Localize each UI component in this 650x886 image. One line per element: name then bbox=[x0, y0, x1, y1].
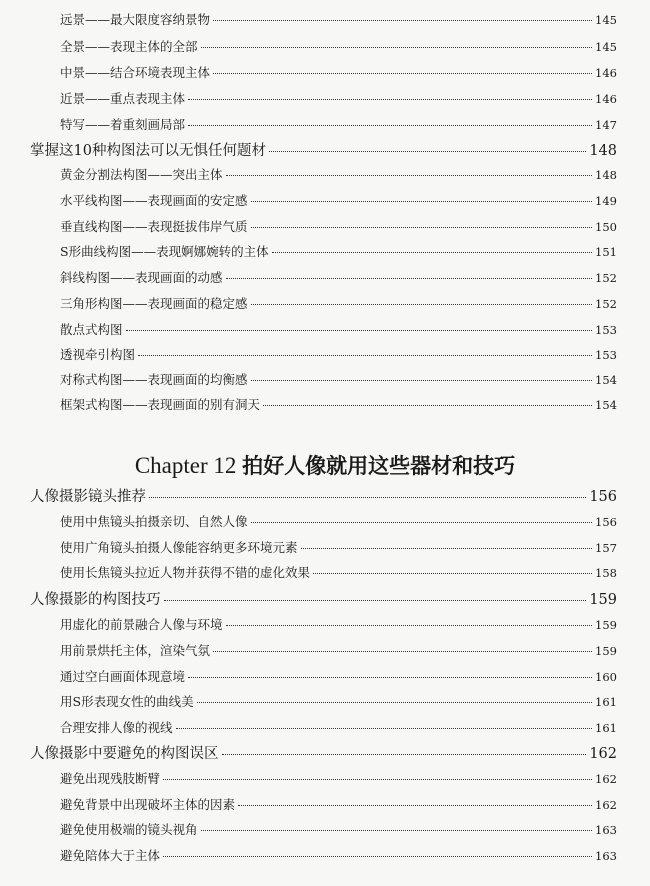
toc-entry[interactable] bbox=[60, 820, 617, 838]
leader-dots bbox=[126, 330, 593, 331]
leader-dots bbox=[188, 125, 592, 126]
entry-page: 162 bbox=[595, 798, 617, 812]
entry-page: 154 bbox=[595, 398, 617, 412]
leader-dots bbox=[163, 856, 592, 857]
leader-dots bbox=[213, 20, 592, 21]
entry-page: 157 bbox=[595, 541, 617, 555]
entry-title: 黄金分割法构图——突出主体 bbox=[60, 167, 223, 182]
leader-dots bbox=[176, 728, 593, 729]
toc-entry[interactable] bbox=[60, 10, 617, 28]
leader-dots bbox=[197, 702, 592, 703]
entry-title: 透视牵引构图 bbox=[60, 347, 136, 362]
entry-page: 160 bbox=[595, 670, 617, 684]
toc-section[interactable] bbox=[30, 485, 617, 506]
entry-page: 150 bbox=[595, 220, 617, 234]
entry-title: 特写——着重刻画局部 bbox=[60, 117, 186, 132]
entry-title: 框架式构图——表现画面的别有洞天 bbox=[60, 397, 261, 412]
entry-title: 远景——最大限度容纳景物 bbox=[60, 12, 211, 27]
section-title: 掌握这10种构图法可以无惧任何题材 bbox=[30, 143, 266, 159]
leader-dots bbox=[313, 573, 592, 574]
entry-title: 避免背景中出现破坏主体的因素 bbox=[60, 797, 236, 812]
leader-dots bbox=[163, 779, 592, 780]
entry-page: 161 bbox=[595, 721, 617, 735]
toc-entry[interactable] bbox=[60, 538, 617, 556]
entry-page: 152 bbox=[595, 297, 617, 311]
entry-page: 145 bbox=[595, 40, 617, 54]
entry-title: 合理安排人像的视线 bbox=[60, 720, 173, 735]
leader-dots bbox=[226, 175, 593, 176]
chapter-heading bbox=[0, 450, 650, 480]
entry-page: 158 bbox=[595, 566, 617, 580]
chapter-title: 拍好人像就用这些器材和技巧 bbox=[242, 454, 516, 478]
toc-entry[interactable] bbox=[60, 268, 617, 286]
toc-section[interactable] bbox=[30, 139, 617, 160]
entry-page: 156 bbox=[595, 515, 617, 529]
toc-entry[interactable] bbox=[60, 641, 617, 659]
toc-entry[interactable] bbox=[60, 563, 617, 581]
entry-page: 161 bbox=[595, 695, 617, 709]
entry-page: 149 bbox=[595, 194, 617, 208]
entry-title: 通过空白画面体现意境 bbox=[60, 669, 186, 684]
leader-dots bbox=[251, 304, 593, 305]
entry-title: 全景——表现主体的全部 bbox=[60, 39, 198, 54]
entry-title: 用虚化的前景融合人像与环境 bbox=[60, 617, 223, 632]
entry-title: 对称式构图——表现画面的均衡感 bbox=[60, 372, 248, 387]
leader-dots bbox=[251, 380, 593, 381]
entry-title: 斜线构图——表现画面的动感 bbox=[60, 270, 223, 285]
entry-title: 垂直线构图——表现挺拔伟岸气质 bbox=[60, 219, 248, 234]
toc-entry[interactable] bbox=[60, 294, 617, 312]
toc-entry[interactable] bbox=[60, 395, 617, 413]
leader-dots bbox=[238, 805, 592, 806]
entry-title: 三角形构图——表现画面的稳定感 bbox=[60, 296, 248, 311]
leader-dots bbox=[188, 99, 592, 100]
entry-page: 163 bbox=[595, 849, 617, 863]
toc-entry[interactable] bbox=[60, 769, 617, 787]
toc-entry[interactable] bbox=[60, 165, 617, 183]
entry-title: 避免陪体大于主体 bbox=[60, 848, 161, 863]
leader-dots bbox=[263, 405, 592, 406]
section-title: 人像摄影镜头推荐 bbox=[30, 489, 146, 505]
entry-page: 159 bbox=[595, 618, 617, 632]
toc-entry[interactable] bbox=[60, 692, 617, 710]
section-page: 162 bbox=[589, 746, 617, 762]
toc-entry[interactable] bbox=[60, 217, 617, 235]
entry-title: 避免出现残肢断臂 bbox=[60, 771, 161, 786]
entry-title: 使用广角镜头拍摄人像能容纳更多环境元素 bbox=[60, 540, 298, 555]
toc-entry[interactable] bbox=[60, 718, 617, 736]
toc-entry[interactable] bbox=[60, 795, 617, 813]
entry-title: 近景——重点表现主体 bbox=[60, 91, 186, 106]
entry-page: 162 bbox=[595, 772, 617, 786]
entry-page: 145 bbox=[595, 13, 617, 27]
leader-dots bbox=[188, 677, 592, 678]
leader-dots bbox=[226, 278, 593, 279]
leader-dots bbox=[213, 73, 592, 74]
toc-entry[interactable] bbox=[60, 512, 617, 530]
toc-entry[interactable] bbox=[60, 667, 617, 685]
entry-page: 152 bbox=[595, 271, 617, 285]
leader-dots bbox=[201, 47, 593, 48]
entry-page: 146 bbox=[595, 92, 617, 106]
toc-section[interactable] bbox=[30, 588, 617, 609]
leader-dots bbox=[251, 522, 593, 523]
entry-page: 163 bbox=[595, 823, 617, 837]
toc-entry[interactable] bbox=[60, 89, 617, 107]
leader-dots bbox=[272, 252, 592, 253]
toc-entry[interactable] bbox=[60, 115, 617, 133]
entry-page: 147 bbox=[595, 118, 617, 132]
entry-title: 中景——结合环境表现主体 bbox=[60, 65, 211, 80]
toc-entry[interactable] bbox=[60, 846, 617, 864]
leader-dots bbox=[251, 201, 593, 202]
leader-dots bbox=[138, 355, 592, 356]
section-page: 156 bbox=[589, 489, 617, 505]
toc-section[interactable] bbox=[30, 742, 617, 763]
entry-page: 153 bbox=[595, 348, 617, 362]
entry-title: 散点式构图 bbox=[60, 322, 123, 337]
entry-title: 用S形表现女性的曲线美 bbox=[60, 694, 194, 709]
leader-dots bbox=[213, 651, 592, 652]
leader-dots bbox=[164, 600, 587, 601]
toc-entry[interactable] bbox=[60, 370, 617, 388]
toc-entry[interactable] bbox=[60, 63, 617, 81]
entry-title: S形曲线构图——表现婀娜婉转的主体 bbox=[60, 244, 269, 259]
entry-page: 159 bbox=[595, 644, 617, 658]
entry-title: 使用中焦镜头拍摄亲切、自然人像 bbox=[60, 514, 248, 529]
leader-dots bbox=[269, 151, 586, 152]
toc-entry[interactable] bbox=[60, 242, 617, 260]
entry-title: 避免使用极端的镜头视角 bbox=[60, 822, 198, 837]
toc-entry[interactable] bbox=[60, 37, 617, 55]
chapter-label: Chapter 12 bbox=[134, 453, 237, 478]
entry-title: 使用长焦镜头拉近人物并获得不错的虚化效果 bbox=[60, 565, 311, 580]
section-page: 159 bbox=[589, 592, 617, 608]
leader-dots bbox=[301, 548, 593, 549]
leader-dots bbox=[201, 830, 593, 831]
leader-dots bbox=[222, 754, 587, 755]
section-page: 148 bbox=[589, 143, 617, 159]
entry-page: 148 bbox=[595, 168, 617, 182]
entry-page: 153 bbox=[595, 323, 617, 337]
leader-dots bbox=[251, 227, 593, 228]
toc-entry[interactable] bbox=[60, 615, 617, 633]
toc-entry[interactable] bbox=[60, 191, 617, 209]
entry-page: 154 bbox=[595, 373, 617, 387]
toc-entry[interactable] bbox=[60, 320, 617, 338]
section-title: 人像摄影中要避免的构图误区 bbox=[30, 746, 219, 762]
entry-title: 水平线构图——表现画面的安定感 bbox=[60, 193, 248, 208]
toc-entry[interactable] bbox=[60, 345, 617, 363]
entry-title: 用前景烘托主体，渲染气氛 bbox=[60, 643, 211, 658]
leader-dots bbox=[226, 625, 593, 626]
leader-dots bbox=[149, 497, 586, 498]
entry-page: 146 bbox=[595, 66, 617, 80]
entry-page: 151 bbox=[595, 245, 617, 259]
section-title: 人像摄影的构图技巧 bbox=[30, 592, 161, 608]
